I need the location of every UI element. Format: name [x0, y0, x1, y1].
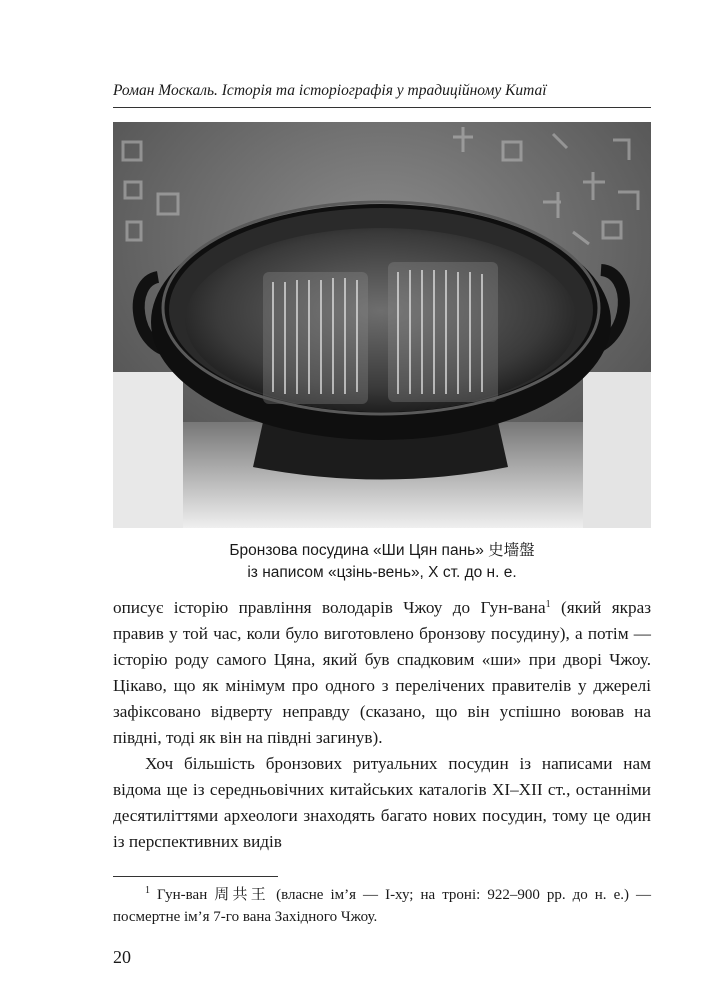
- footnote: [113, 884, 651, 928]
- page-number: 20: [113, 947, 131, 967]
- footnote-reference: 1: [545, 599, 551, 610]
- footnote-divider: [113, 876, 278, 877]
- body-text: [113, 595, 651, 855]
- paragraph-2: Хоч більшість бронзових ритуальних посудин із написами нам відома ще із середньовічних китайських каталогів XI–XII ст., останніми десятиліттями археологи знаходять багато нових посудин, тому це один із перспективних видів: [113, 754, 651, 851]
- figure-caption: [113, 540, 651, 584]
- paragraph-1-start: описує історію правління володарів Чжоу до Гун-вана: [113, 598, 546, 617]
- header-divider: [113, 107, 651, 108]
- paragraph-1: [113, 595, 651, 751]
- caption-line-2: із написом «цзінь-вень», X ст. до н. е.: [247, 564, 517, 581]
- footnote-text: Гун-ван 周共王 (власне ім’я — І-ху; на троні: 922–900 рр. до н. е.) — посмертне ім’я 7-го вана Західного Чжоу.: [113, 887, 651, 925]
- bronze-vessel-photo: [113, 122, 651, 528]
- caption-line-1: Бронзова посудина «Ши Цян пань» 史墻盤: [229, 542, 535, 559]
- paragraph-1-rest: (який якраз правив у той час, коли було виготовлено бронзову посудину), а потім — історію роду самого Цяна, який був спадковим «ши» при дворі Чжоу. Цікаво, що як мінімум про одного з перелічених правителів у джерелі зафіксовано відверту неправду (сказано, що він успішно воював на півдні, тоді як він на півдні загинув).: [113, 598, 651, 747]
- footnote-number: 1: [145, 885, 150, 896]
- running-header: Роман Москаль. Історія та історіографія у традиційному Китаї: [113, 82, 547, 99]
